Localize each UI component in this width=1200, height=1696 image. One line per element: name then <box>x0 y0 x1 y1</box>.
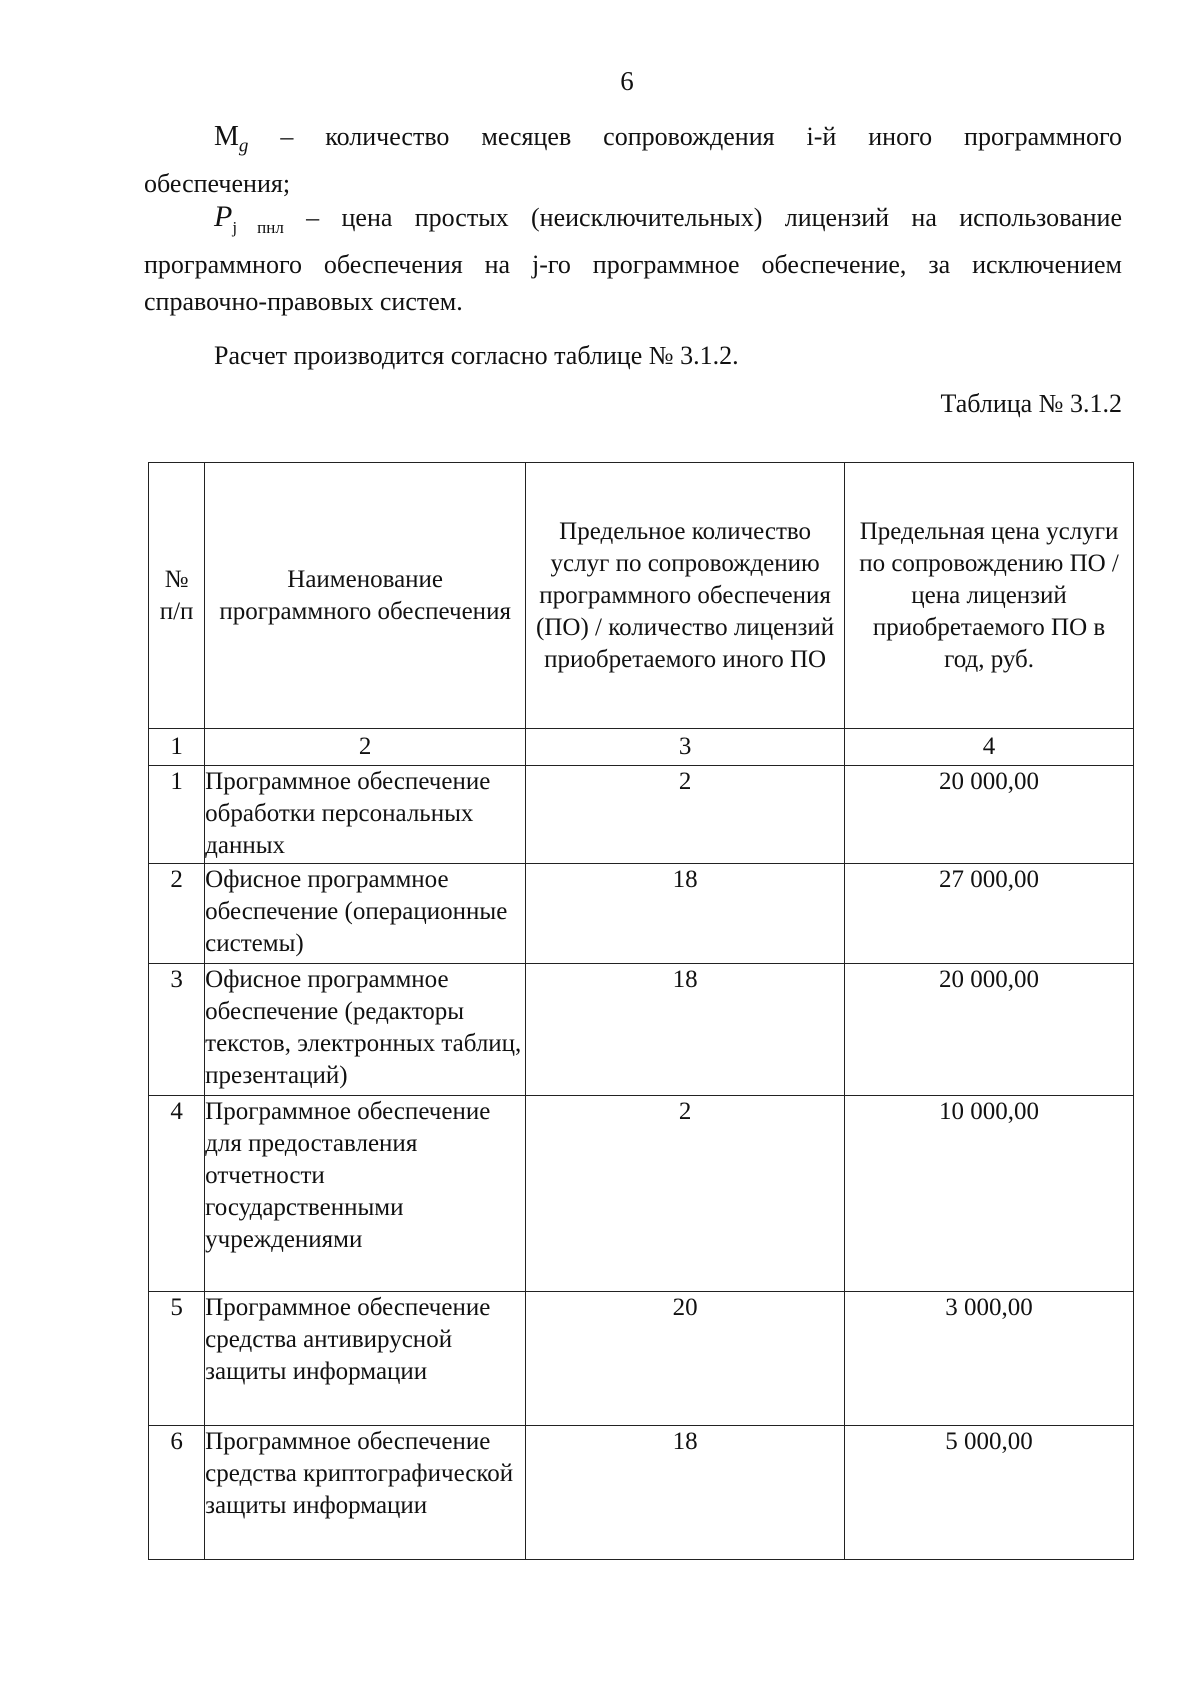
table-row <box>149 864 1134 964</box>
page-number: 6 <box>620 66 634 96</box>
price-cell: 10 000,00 <box>845 1096 1134 1292</box>
quantity-cell: 2 <box>526 766 845 864</box>
symbol-mg: $M_g$ <box>214 121 249 157</box>
symbol-pj: $P_{j пнл}$ <box>214 200 284 237</box>
price-cell: 5 000,00 <box>845 1426 1134 1560</box>
price-cell: 27 000,00 <box>845 864 1134 964</box>
definition-pj <box>144 198 1122 320</box>
definition-pj-rest: программного обеспечения на j-го программное обеспечение, за исключением справочно-правовых систем. <box>144 250 1122 316</box>
table-row <box>149 1292 1134 1426</box>
quantity-cell: 18 <box>526 864 845 964</box>
row-number: 6 <box>149 1426 205 1560</box>
table-label: Таблица № 3.1.2 <box>940 389 1122 418</box>
price-cell: 20 000,00 <box>845 766 1134 864</box>
software-name: Офисное программное обеспечение (редакторы текстов, электронных таблиц, презентаций) <box>205 964 526 1096</box>
price-cell: 20 000,00 <box>845 964 1134 1096</box>
column-number: 1 <box>149 729 205 766</box>
row-number: 4 <box>149 1096 205 1292</box>
header-price: Предельная цена услуги по сопровождению ПО / цена лицензий приобретаемого ПО в год, руб. <box>845 463 1134 729</box>
quantity-cell: 18 <box>526 964 845 1096</box>
row-number: 5 <box>149 1292 205 1426</box>
table-row <box>149 766 1134 864</box>
table-row <box>149 1426 1134 1560</box>
price-cell: 3 000,00 <box>845 1292 1134 1426</box>
software-name: Программное обеспечение обработки персональных данных <box>205 766 526 864</box>
definition-mg <box>144 118 1122 202</box>
header-software-name: Наименование программного обеспечения <box>205 463 526 729</box>
column-number: 2 <box>205 729 526 766</box>
quantity-cell: 18 <box>526 1426 845 1560</box>
column-number-row <box>149 729 1134 766</box>
software-name: Программное обеспечение средства криптографической защиты информации <box>205 1426 526 1560</box>
software-price-table <box>148 462 1134 1560</box>
definition-pj-text: – цена простых (неисключительных) лицензий на использование <box>306 203 1123 232</box>
row-number: 1 <box>149 766 205 864</box>
quantity-cell: 2 <box>526 1096 845 1292</box>
calculation-note: Расчет производится согласно таблице № 3.1.2. <box>214 341 739 370</box>
column-number: 4 <box>845 729 1134 766</box>
table-row <box>149 964 1134 1096</box>
software-name: Программное обеспечение средства антивирусной защиты информации <box>205 1292 526 1426</box>
definition-mg-rest: обеспечения; <box>144 168 291 198</box>
row-number: 3 <box>149 964 205 1096</box>
software-name: Программное обеспечение для предоставления отчетности государственными учреждениями <box>205 1096 526 1292</box>
column-number: 3 <box>526 729 845 766</box>
table-header-row <box>149 463 1134 729</box>
table-row <box>149 1096 1134 1292</box>
row-number: 2 <box>149 864 205 964</box>
header-quantity: Предельное количество услуг по сопровождению программного обеспечения (ПО) / количество лицензий приобретаемого иного ПО <box>526 463 845 729</box>
software-name: Офисное программное обеспечение (операционные системы) <box>205 864 526 964</box>
header-number: № п/п <box>149 463 205 729</box>
definition-mg-text: – количество месяцев сопровождения i-й иного программного <box>280 122 1123 151</box>
quantity-cell: 20 <box>526 1292 845 1426</box>
